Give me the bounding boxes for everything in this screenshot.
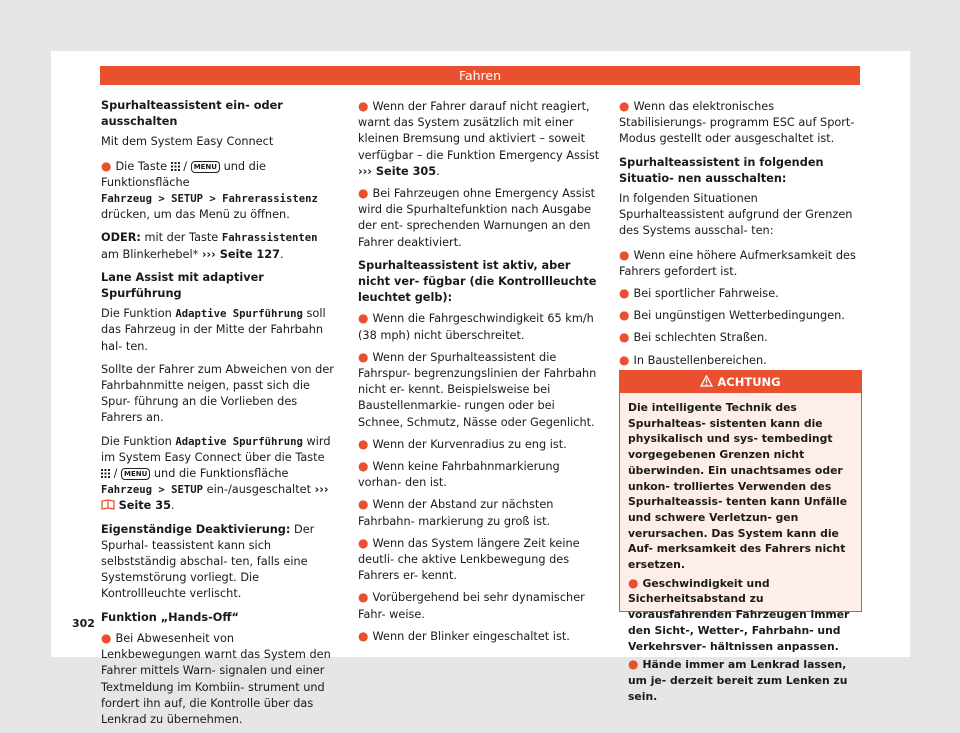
list-not-available: [358, 310, 601, 645]
heading-lane-assist: Lane Assist mit adaptiver Spurführung: [101, 270, 264, 301]
bullet-icon: ●: [619, 308, 630, 323]
text: /: [183, 159, 188, 173]
text: wird im System Easy Connect über die Taste: [101, 434, 331, 464]
bullet-icon: ●: [619, 330, 630, 345]
page-header: [100, 66, 860, 85]
list-item: [358, 535, 601, 585]
bullet-icon: ●: [358, 628, 369, 643]
bullet-icon: ●: [358, 311, 369, 326]
list-item: [358, 436, 601, 453]
column-1: [101, 98, 337, 733]
bullet-icon: ●: [628, 575, 639, 590]
bullet-icon: ●: [101, 158, 112, 173]
heading-not-available: Spurhalteassistent ist aktiv, aber nicht ver- fügbar (die Kontrollleuchte leuchtet gelb):: [358, 258, 597, 305]
text: Die Funktion: [101, 307, 172, 321]
text: .: [436, 164, 440, 178]
list-item: [358, 496, 601, 529]
list-item: [358, 589, 601, 622]
list-item: [358, 310, 601, 343]
list-item: [628, 576, 853, 655]
text: Die Funktion: [101, 434, 172, 448]
bullet-esc: [619, 98, 860, 148]
text: Wenn keine Fahrbahnmarkierung vorhan- den ist.: [358, 460, 560, 490]
paragraph-activation: [101, 434, 337, 515]
bullet-no-emergency: [358, 185, 601, 251]
bullet-icon: ●: [619, 286, 630, 301]
heading-switch-off: Spurhalteassistent in folgenden Situatio- nen ausschalten:: [619, 155, 824, 185]
text: Geschwindigkeit und Sicherheitsabstand zu vorausfahrenden Fahrzeugen immer den Sicht-, Wetter-, Fahrbahn- und Verkehrsver- hältnissen anpassen.: [628, 576, 850, 653]
book-icon: [101, 499, 115, 510]
bullet-icon: ●: [619, 99, 630, 113]
bullet-icon: ●: [358, 186, 369, 201]
bullet-icon: ●: [101, 630, 112, 645]
list-item: [619, 247, 860, 280]
bullet-icon: ●: [358, 497, 369, 512]
heading-lane-switch: Spurhalteassistent ein- oder ausschalten: [101, 99, 283, 129]
text: Wenn das System längere Zeit keine deutli- che aktive Lenkbewegung des Fahrers er- kennt.: [358, 536, 580, 583]
text: Bei Fahrzeugen ohne Emergency Assist wird die Spurhaltefunktion nach Ausgabe der ent- sprechenden Warnungen an den Fahrer deaktiviert.: [358, 187, 596, 249]
heading-hands-off: Funktion „Hands-Off“: [101, 610, 239, 624]
text: und die Funktionsfläche: [101, 159, 266, 189]
page-reference[interactable]: Seite 35: [118, 499, 171, 513]
text: Bei ungünstigen Wetterbedingungen.: [633, 309, 845, 323]
list-item: [619, 307, 860, 324]
page-reference[interactable]: ››› Seite 127: [201, 247, 281, 261]
bullet-icon: ●: [358, 99, 369, 113]
list-situations: [619, 247, 860, 369]
warning-paragraph: Die intelligente Technik des Spurhalteas- sistenten kann die physikalisch und sys- tembedingt vorgegebenen Grenzen nicht überwinden. Ein unachtsames oder unkon- trolliertes Verwenden des Spurhalteassis- tenten kann Unfälle und schwere Verletzun- gen verursachen. Das System kann die Auf- merksamkeit des Fahrers nicht ersetzen.: [628, 401, 848, 572]
text: In Baustellenbereichen.: [633, 353, 767, 367]
text: drücken, um das Menü zu öffnen.: [101, 208, 290, 222]
list-item: [619, 352, 860, 369]
text: ein-/ausgeschaltet: [206, 483, 312, 497]
bullet-icon: ●: [358, 459, 369, 474]
bullet-icon: ●: [358, 436, 369, 451]
grid-icon: [101, 469, 110, 478]
warning-triangle-icon: [700, 375, 713, 387]
bullet-no-reaction: [358, 98, 601, 180]
list-item: [619, 285, 860, 302]
text: Hände immer am Lenkrad lassen, um je- derzeit bereit zum Lenken zu sein.: [628, 658, 848, 703]
list-item: [358, 458, 601, 491]
menu-path: Fahrzeug > SETUP > Fahrerassistenz: [101, 193, 318, 206]
text: Bei sportlicher Fahrweise.: [633, 287, 779, 301]
text: Wenn der Kurvenradius zu eng ist.: [372, 437, 567, 451]
bullet-icon: ●: [619, 247, 630, 262]
column-3: [619, 98, 860, 374]
text: .: [280, 247, 284, 261]
function-name: Adaptive Spurführung: [175, 435, 303, 448]
text: Wenn das elektronisches Stabilisierungs- programm ESC auf Sport-Modus gestellt oder ausgeschaltet ist.: [619, 100, 855, 146]
paragraph-deactivation: [101, 522, 337, 603]
warning-header: [620, 371, 861, 393]
list-item: [628, 657, 853, 704]
text: Wenn der Abstand zur nächsten Fahrbahn- markierung zu groß ist.: [358, 498, 554, 528]
text: Vorübergehend bei sehr dynamischer Fahr- weise.: [358, 591, 585, 621]
text: am Blinkerhebel*: [101, 247, 199, 261]
grid-icon: [171, 162, 180, 171]
page-number: 302: [72, 617, 95, 630]
bullet-icon: ●: [358, 590, 369, 605]
text: .: [170, 499, 175, 513]
label: ODER:: [101, 231, 141, 245]
paragraph-situations: In folgenden Situationen Spurhalteassistent aufgrund der Grenzen des Systems ausschal- ten:: [619, 192, 853, 238]
bullet-icon: ●: [619, 352, 630, 367]
page-reference[interactable]: ››› Seite 305: [358, 164, 437, 178]
paragraph-deviation: Sollte der Fahrer zum Abweichen von der Fahrbahnmitte neigen, passt sich die Spur- führung an die Vorlieben des Fahrers an.: [101, 362, 334, 425]
list-item: [358, 628, 601, 645]
key-label: Fahrassistenten: [221, 232, 318, 245]
text: Die Taste: [115, 159, 168, 173]
warning-body: [620, 393, 861, 704]
bullet-icon: ●: [358, 535, 369, 550]
text: und die Funktionsfläche: [153, 467, 289, 481]
text: Bei schlechten Straßen.: [633, 331, 768, 345]
bullet-icon: ●: [628, 657, 639, 672]
list-item: [619, 329, 860, 346]
menu-key-icon: MENU: [191, 161, 220, 173]
list-item: [358, 349, 601, 431]
menu-path: Fahrzeug > SETUP: [101, 484, 204, 497]
menu-key-icon: MENU: [121, 468, 150, 480]
text: mit der Taste: [144, 231, 219, 245]
bullet-menu-access: [101, 158, 337, 224]
text: /: [113, 467, 118, 481]
paragraph-oder: [101, 230, 337, 262]
column-2: [358, 98, 601, 650]
text: Der Spurhal- teassistent kann sich selbstständig abschal- ten, falls eine Systemstörung vorliegt. Die Kontrollleuchte verlischt.: [101, 522, 315, 601]
text: Wenn der Blinker eingeschaltet ist.: [372, 629, 570, 643]
function-name: Adaptive Spurführung: [175, 308, 303, 321]
text: Wenn der Fahrer darauf nicht reagiert, warnt das System zusätzlich mit einer kleinen Bremsung und aktiviert – soweit verfügbar – die Funktion Emergency Assist: [358, 100, 600, 162]
header-title: Fahren: [458, 68, 502, 83]
text: Wenn die Fahrgeschwindigkeit 65 km/h (38 mph) nicht überschreitet.: [358, 312, 594, 342]
text: Bei Abwesenheit von Lenkbewegungen warnt das System den Fahrer mittels Warn- signalen und einer Textmeldung im Kombiin- strument und fordert ihn auf, die Kontrolle über das Lenkrad zu übernehmen.: [101, 631, 331, 726]
text: Wenn eine höhere Aufmerksamkeit des Fahrers gefordert ist.: [619, 248, 856, 278]
reference-arrow: ›››: [314, 483, 329, 497]
bullet-hands-off: [101, 630, 337, 728]
text: soll das Fahrzeug in der Mitte der Fahrbahn hal- ten.: [101, 307, 326, 353]
warning-title: ACHTUNG: [717, 375, 781, 389]
text: Wenn der Spurhalteassistent die Fahrspur- begrenzungslinien der Fahrbahn nicht er- kennt. Beispielsweise bei Baustellenmarkie- rungen oder bei Schnee, Schmutz, Nässe oder Gegenlicht.: [358, 350, 597, 429]
label: Eigenständige Deaktivierung:: [101, 522, 291, 536]
paragraph-adaptive: [101, 306, 337, 355]
paragraph-easy-connect: Mit dem System Easy Connect: [101, 135, 274, 149]
warning-box: [619, 370, 862, 703]
bullet-icon: ●: [358, 349, 369, 364]
